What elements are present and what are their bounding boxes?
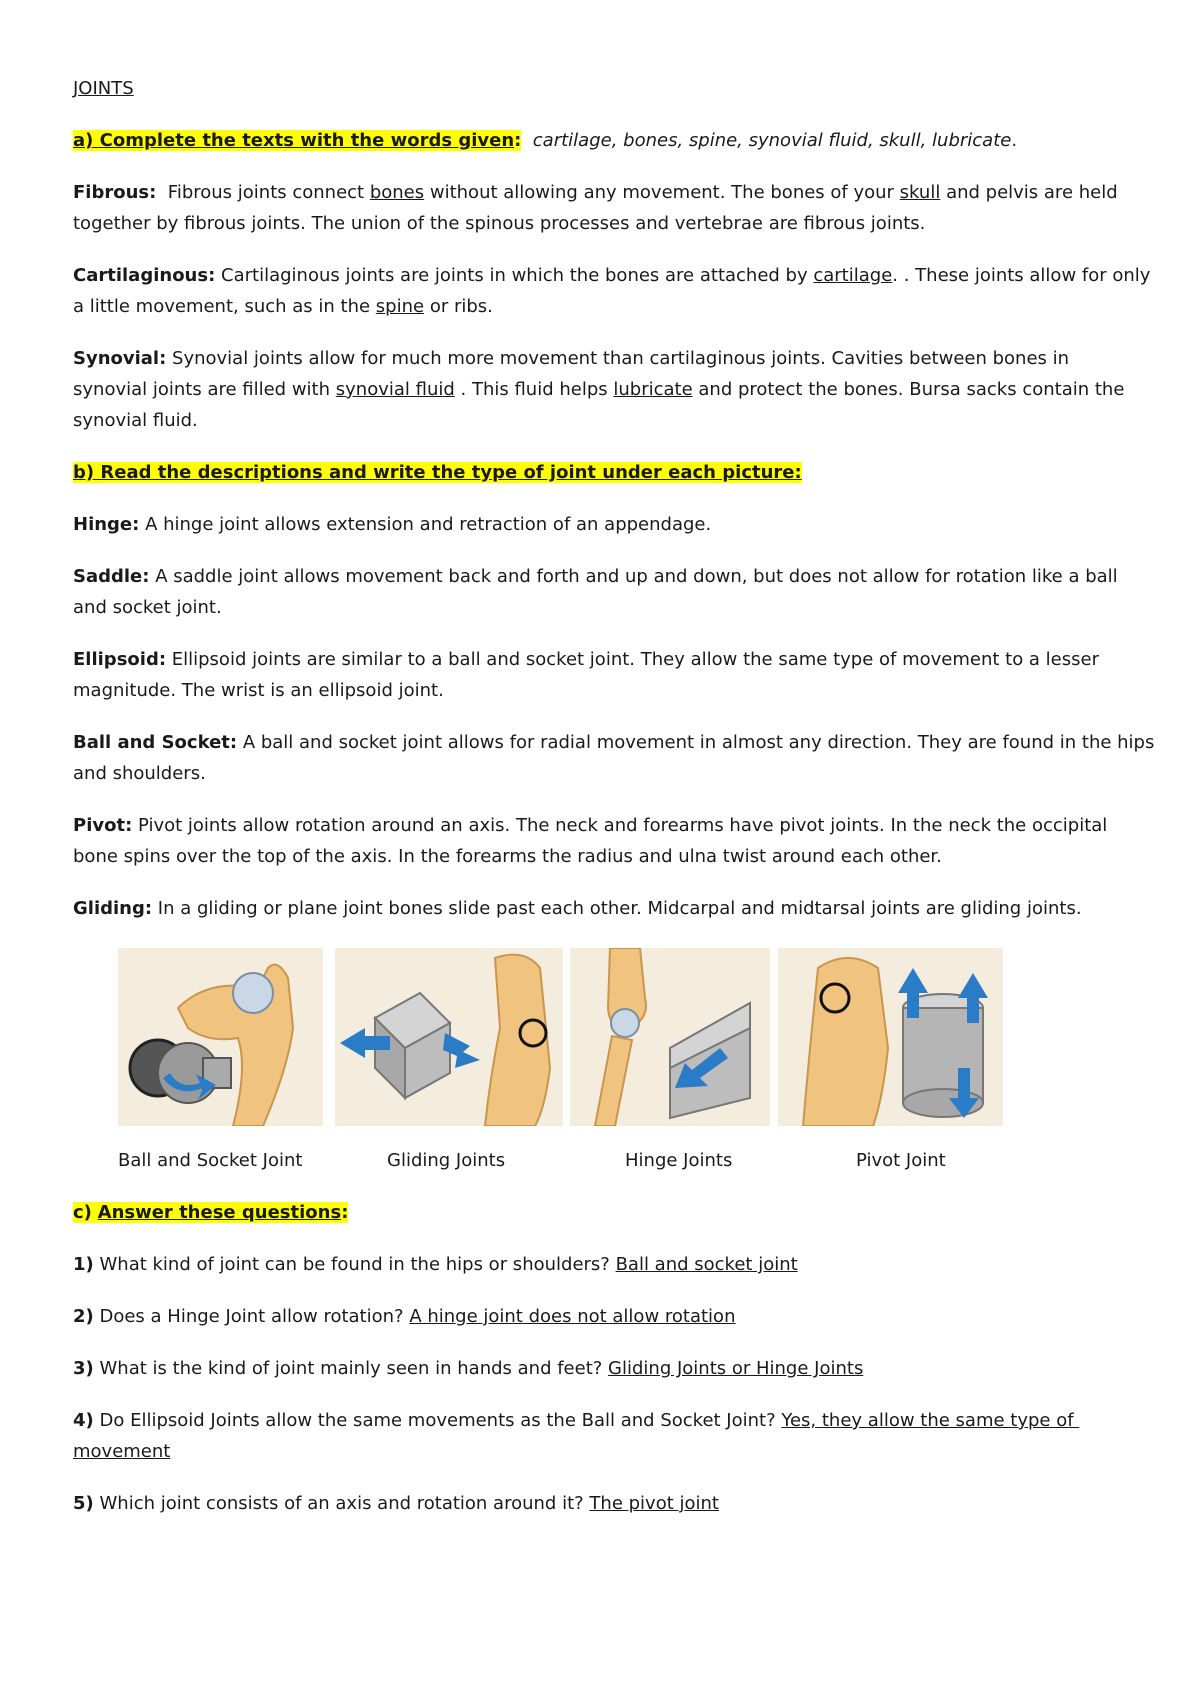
- saddle-line-1: Saddle: A saddle joint allows movement back and forth and up and down, but does not allow for rotation like a ball: [73, 566, 1118, 587]
- cartilaginous-line-1: Cartilaginous: Cartilaginous joints are joints in which the bones are attached by cartilage. . These joints allow for only: [73, 265, 1151, 286]
- part-b-heading: b) Read the descriptions and write the type of joint under each picture:: [73, 462, 802, 483]
- caption-hinge: Hinge Joints: [625, 1150, 733, 1171]
- synovial-line-3: synovial fluid.: [73, 410, 198, 431]
- answer-blank: cartilage: [813, 265, 893, 286]
- answer-blank: spine: [375, 296, 425, 317]
- ball-socket-line-2: and shoulders.: [73, 763, 206, 784]
- question-3: 3) What is the kind of joint mainly seen in hands and feet? Gliding Joints or Hinge Joints: [73, 1358, 864, 1379]
- question-4: 4) Do Ellipsoid Joints allow the same movements as the Ball and Socket Joint? Yes, they allow the same type of: [73, 1410, 1080, 1431]
- gliding-joint-image: [335, 948, 563, 1126]
- part-a-label: a) Complete the texts with the words given: [73, 130, 515, 151]
- saddle-line-2: and socket joint.: [73, 597, 222, 618]
- ellipsoid-line-1: Ellipsoid: Ellipsoid joints are similar to a ball and socket joint. They allow the same type of movement to a lesser: [73, 649, 1099, 670]
- cartilaginous-line-2: a little movement, such as in the spine or ribs.: [73, 296, 493, 317]
- synovial-line-2: synovial joints are filled with synovial fluid . This fluid helps lubricate and protect the bones. Bursa sacks contain the: [73, 379, 1125, 400]
- answer-blank: lubricate: [613, 379, 693, 400]
- answer-blank: skull: [899, 182, 941, 203]
- caption-ball-socket: Ball and Socket Joint: [118, 1150, 303, 1171]
- part-c-heading: c) Answer these questions:: [73, 1202, 349, 1223]
- answer-blank: synovial fluid: [335, 379, 455, 400]
- synovial-line-1: Synovial: Synovial joints allow for much more movement than cartilaginous joints. Cavities between bones in: [73, 348, 1070, 369]
- answer-4-continued: movement: [73, 1441, 171, 1462]
- fibrous-line-2: together by fibrous joints. The union of the spinous processes and vertebrae are fibrous joints.: [73, 213, 926, 234]
- page-title: JOINTS: [73, 78, 134, 99]
- fibrous-line-1: Fibrous: Fibrous joints connect bones without allowing any movement. The bones of your skull and pelvis are held: [73, 182, 1118, 203]
- word-bank: cartilage, bones, spine, synovial fluid, skull, lubricate: [521, 130, 1012, 151]
- caption-gliding: Gliding Joints: [387, 1150, 506, 1171]
- answer-blank: bones: [369, 182, 425, 203]
- pivot-line-1: Pivot: Pivot joints allow rotation around an axis. The neck and forearms have pivot joints. In the neck the occipital: [73, 815, 1108, 836]
- caption-pivot: Pivot Joint: [856, 1150, 946, 1171]
- gliding-description: Gliding: In a gliding or plane joint bones slide past each other. Midcarpal and midtarsal joints are gliding joints.: [73, 898, 1082, 919]
- hinge-description: Hinge: A hinge joint allows extension and retraction of an appendage.: [73, 514, 712, 535]
- ball-socket-joint-image: [118, 948, 323, 1126]
- pivot-joint-image: [778, 948, 1003, 1126]
- hinge-joint-image: [570, 948, 770, 1126]
- answer-3: Gliding Joints or Hinge Joints: [608, 1358, 864, 1379]
- question-5: 5) Which joint consists of an axis and rotation around it? The pivot joint: [73, 1493, 719, 1514]
- part-a-heading: a) Complete the texts with the words given: cartilage, bones, spine, synovial fluid, skull, lubricate.: [73, 130, 1018, 151]
- answer-5: The pivot joint: [589, 1493, 719, 1514]
- answer-1: Ball and socket joint: [615, 1254, 798, 1275]
- question-2: 2) Does a Hinge Joint allow rotation? A hinge joint does not allow rotation: [73, 1306, 736, 1327]
- answer-4: Yes, they allow the same type of: [781, 1410, 1080, 1431]
- answer-2: A hinge joint does not allow rotation: [409, 1306, 736, 1327]
- question-1: 1) What kind of joint can be found in the hips or shoulders? Ball and socket joint: [73, 1254, 798, 1275]
- ellipsoid-line-2: magnitude. The wrist is an ellipsoid joint.: [73, 680, 444, 701]
- pivot-line-2: bone spins over the top of the axis. In the forearms the radius and ulna twist around each other.: [73, 846, 942, 867]
- ball-socket-line-1: Ball and Socket: A ball and socket joint allows for radial movement in almost any direction. They are found in the hips: [73, 732, 1155, 753]
